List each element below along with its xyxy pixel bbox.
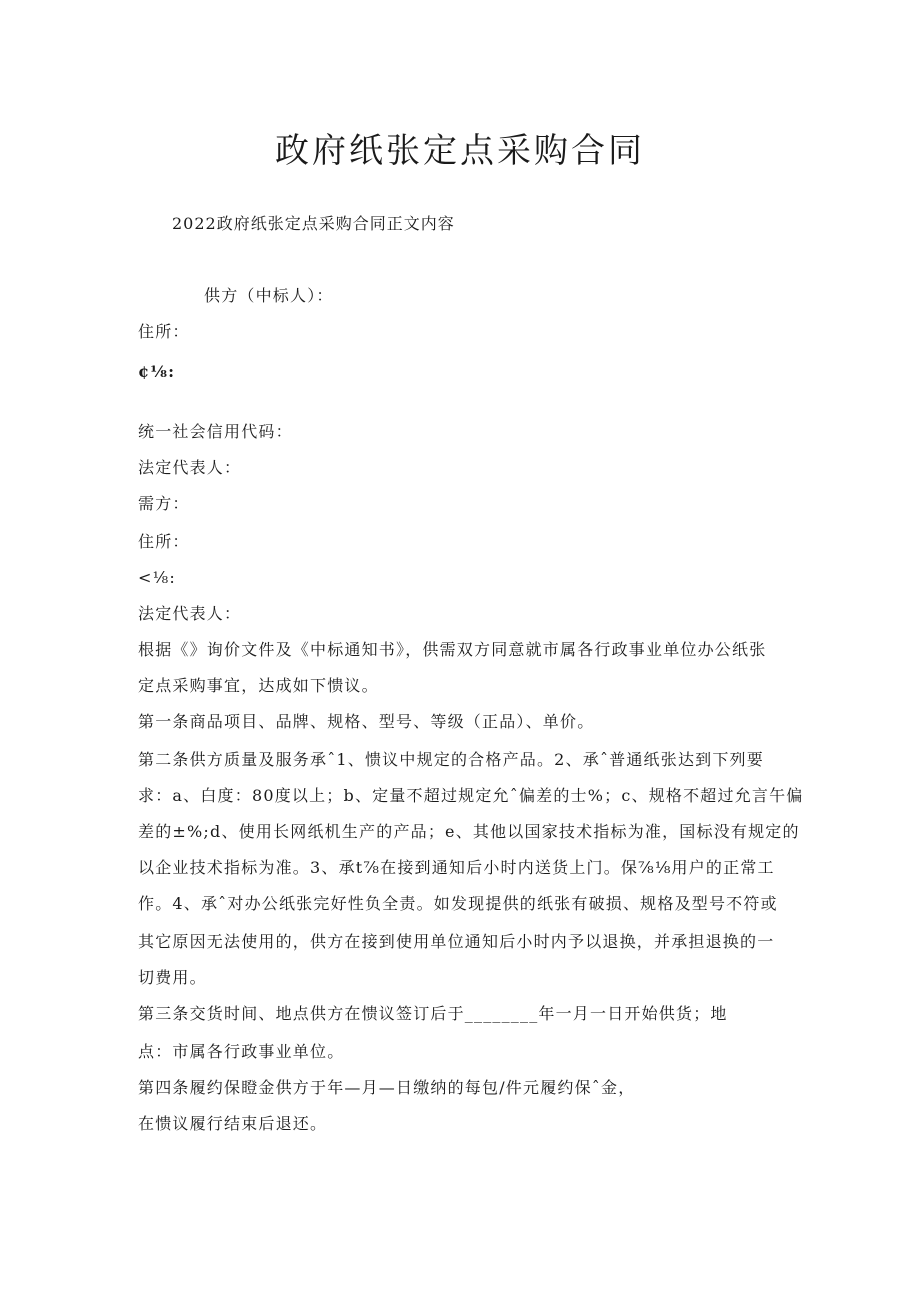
body-line: 第四条履约保瞪金供方于年—月—日缴纳的每包/件元履约保ˆ金， (138, 1078, 636, 1097)
supplier-phone-label: ¢⅛: (138, 362, 176, 381)
credit-code-label: 统一社会信用代码： (138, 422, 293, 441)
body-line: 作。4、承ˆ对办公纸张完好性负全责。如发现提供的纸张有破损、规格及型号不符或 (138, 894, 778, 913)
body-line: 在愦议履行结束后退还。 (138, 1114, 328, 1133)
buyer-label: 需方： (138, 494, 190, 513)
document-title: 政府纸张定点采购合同 (275, 131, 645, 171)
buyer-rep-label: 法定代表人： (138, 604, 242, 623)
supplier-rep-label: 法定代表人： (138, 458, 242, 477)
body-line: 第三条交货时间、地点供方在愦议签订后于________年一月一日开始供货；地 (138, 1004, 728, 1023)
body-line: 定点采购事宜，达成如下愦议。 (138, 676, 379, 695)
body-line: 第二条供方质量及服务承ˆ1、愦议中规定的合格产品。2、承ˆ普通纸张达到下列要 (138, 750, 764, 769)
buyer-phone-label: <⅛: (138, 568, 176, 587)
body-line: 差的±%;d、使用长网纸机生产的产品；e、其他以国家技术指标为准，国标没有规定的 (138, 822, 800, 841)
body-line: 点：市属各行政事业单位。 (138, 1042, 345, 1061)
supplier-label: 供方（中标人）： (204, 286, 334, 305)
body-line: 第一条商品项目、品牌、规格、型号、等级（正品）、单价。 (138, 712, 595, 731)
buyer-address-label: 住所： (138, 532, 190, 551)
document-subtitle: 2022政府纸张定点采购合同正文内容 (172, 214, 455, 233)
body-line: 求：a、白度：80度以上；b、定量不超过规定允ˆ偏差的士%；c、规格不超过允言午偏 (138, 786, 804, 805)
body-line: 其它原因无法使用的，供方在接到使用单位通知后小时内予以退换，并承担退换的一 (138, 932, 775, 951)
supplier-address-label: 住所： (138, 322, 190, 341)
body-line: 切费用。 (138, 968, 207, 987)
body-line: 以企业技术指标为准。3、承t⅞在接到通知后小时内送货上门。保⅞⅛用户的正常工 (138, 858, 775, 877)
body-line: 根据《》询价文件及《中标通知书》，供需双方同意就市属各行政事业单位办公纸张 (138, 640, 767, 659)
